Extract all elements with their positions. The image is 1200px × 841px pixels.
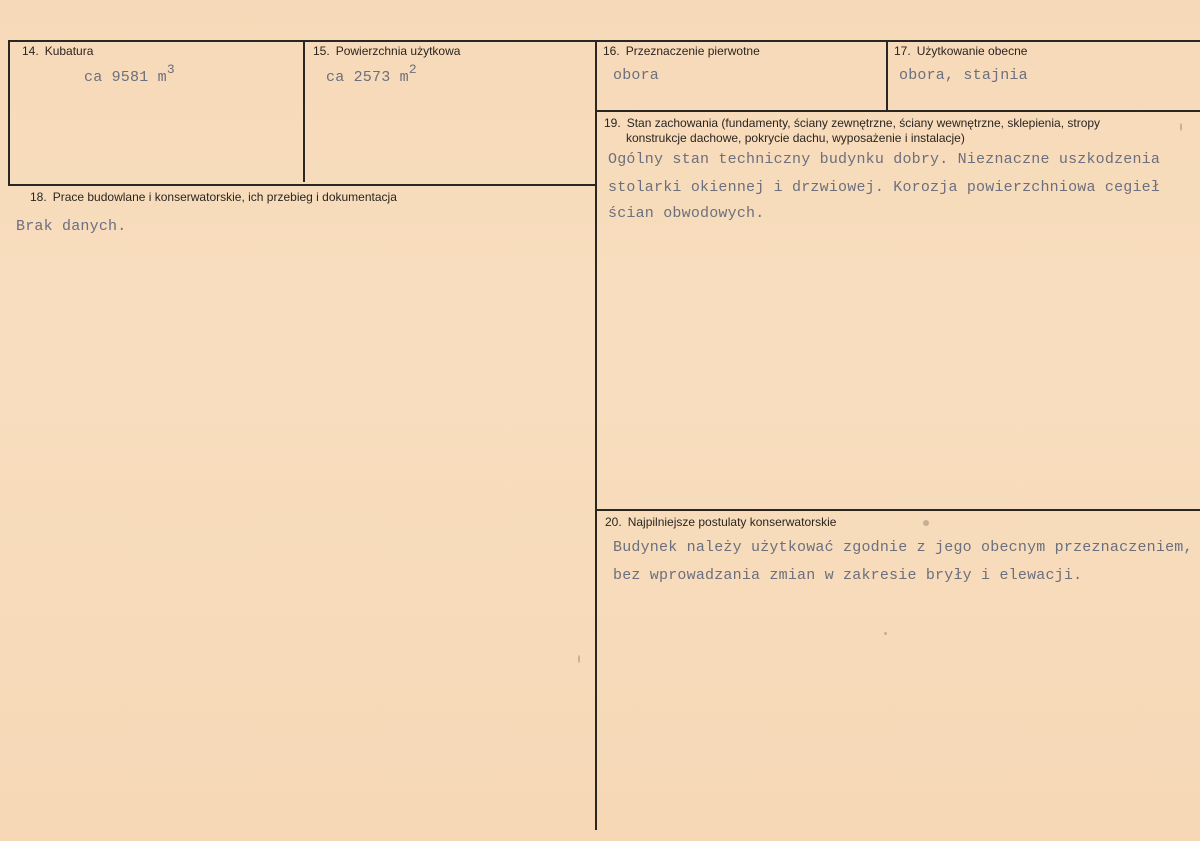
rule-above-18 — [8, 184, 596, 186]
field-19-line-1: Ogólny stan techniczny budynku dobry. Nieznaczne uszkodzenia — [608, 151, 1161, 168]
field-20-line-2: bez wprowadzania zmian w zakresie bryły i elewacji. — [613, 567, 1083, 584]
paper-speck — [578, 655, 580, 663]
paper-speck — [884, 632, 887, 635]
field-18-label: 18. Prace budowlane i konserwatorskie, ich przebieg i dokumentacja — [30, 190, 397, 204]
field-15-label: 15. Powierzchnia użytkowa — [313, 44, 461, 58]
top-rule — [8, 40, 1200, 42]
left-rule — [8, 40, 10, 185]
paper-speck — [923, 520, 929, 526]
divider-16-17 — [886, 40, 888, 110]
field-15-unit-exponent: 2 — [408, 62, 417, 77]
field-14-label: 14. Kubatura — [22, 44, 94, 58]
field-15-value: ca 2573 m2 — [326, 62, 417, 86]
field-19-line-2: stolarki okiennej i drzwiowej. Korozja powierzchniowa cegieł — [608, 179, 1161, 196]
divider-14-15 — [303, 40, 305, 182]
field-16-label: 16. Przeznaczenie pierwotne — [603, 44, 760, 58]
field-16-value: obora — [613, 67, 660, 84]
field-17-label: 17. Użytkowanie obecne — [894, 44, 1028, 58]
divider-center — [595, 40, 597, 830]
field-14-value: ca 9581 m3 — [84, 62, 175, 86]
field-18-value: Brak danych. — [16, 218, 127, 235]
field-19-line-3: ścian obwodowych. — [608, 205, 765, 222]
field-14-unit-exponent: 3 — [166, 62, 175, 77]
field-19-label-continued: konstrukcje dachowe, pokrycie dachu, wyposażenie i instalacje) — [626, 131, 965, 145]
field-19-label: 19. Stan zachowania (fundamenty, ściany zewnętrzne, ściany wewnętrzne, sklepienia, stropy — [604, 116, 1101, 130]
field-20-label: 20. Najpilniejsze postulaty konserwatorskie — [605, 515, 837, 529]
field-17-value: obora, stajnia — [899, 67, 1028, 84]
rule-below-16-17 — [597, 110, 1200, 112]
rule-above-20 — [597, 509, 1200, 511]
field-20-line-1: Budynek należy użytkować zgodnie z jego obecnym przeznaczeniem, — [613, 539, 1193, 556]
paper-speck — [1180, 123, 1182, 131]
